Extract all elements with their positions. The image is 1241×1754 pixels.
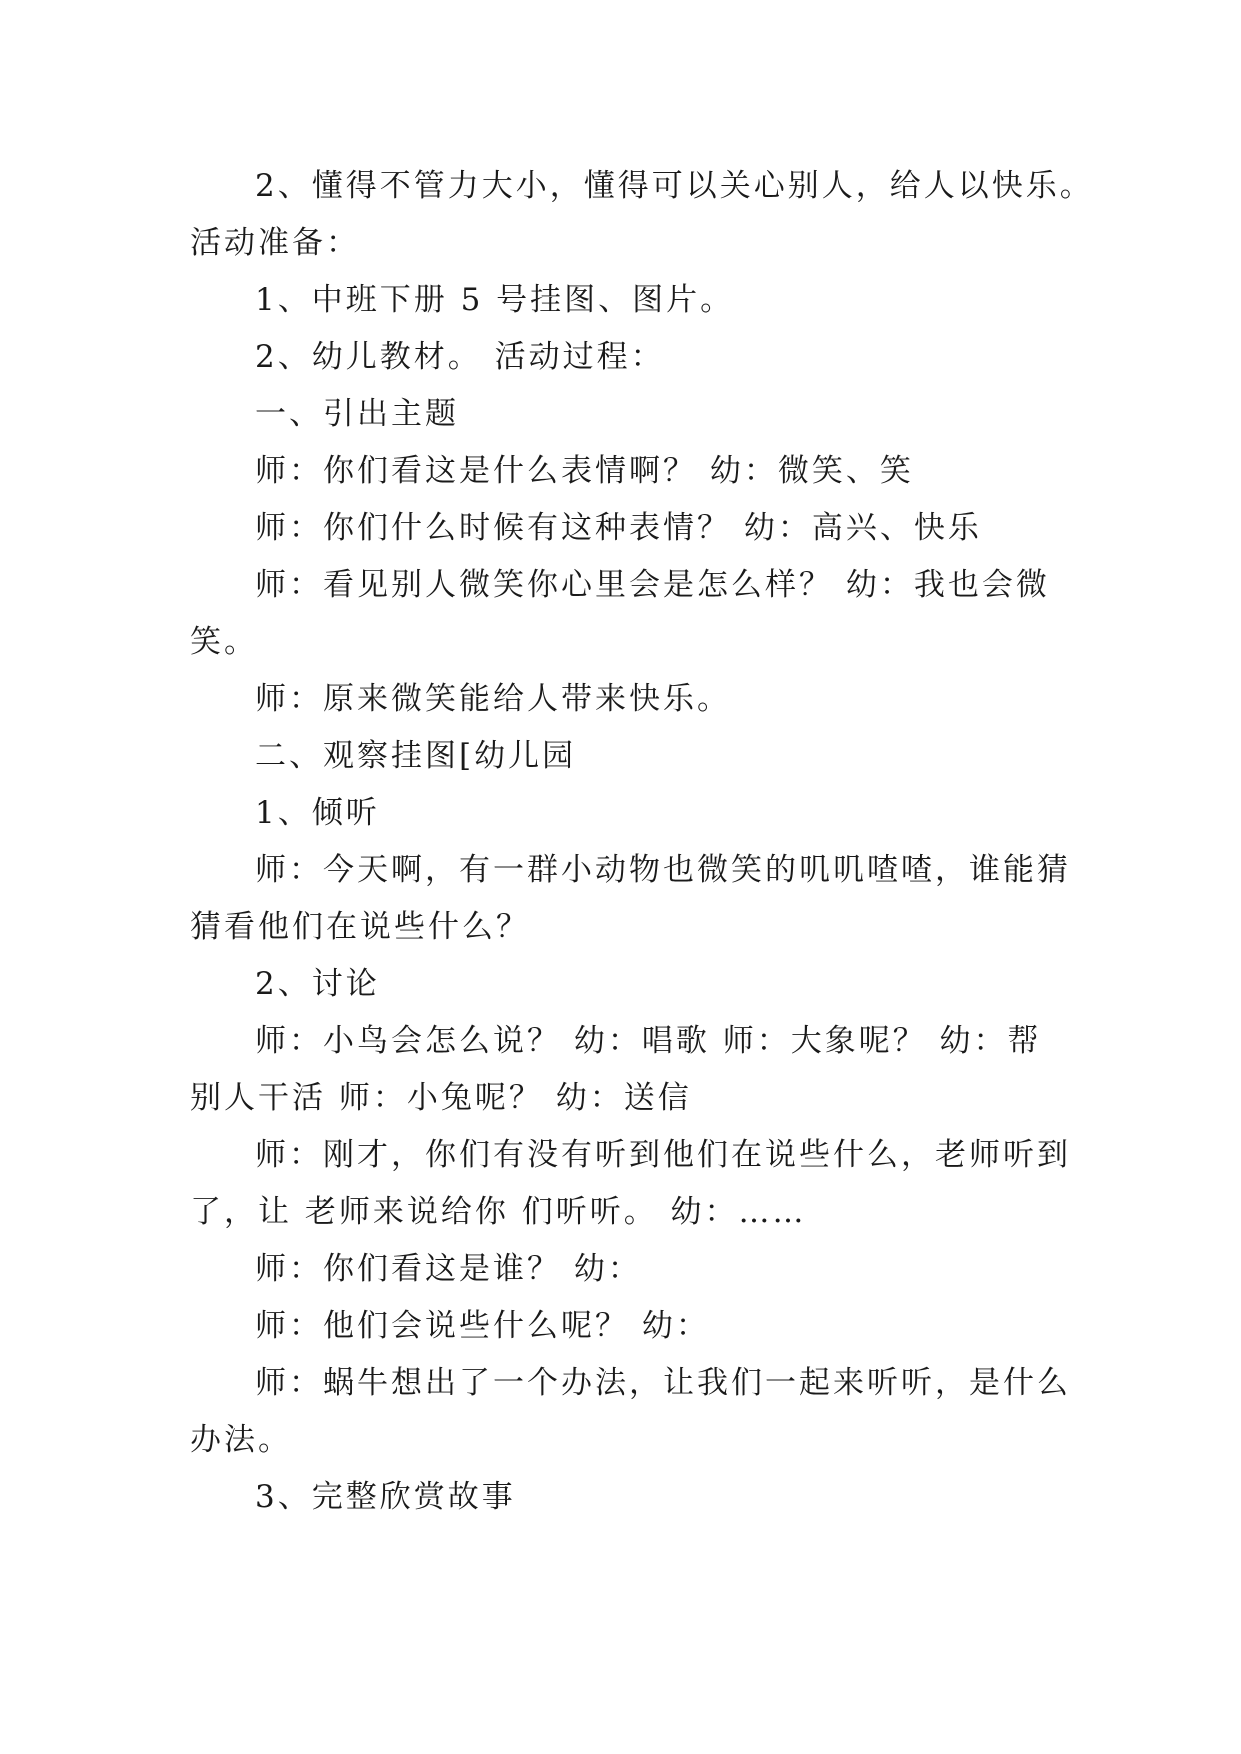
dialogue-line: 师：刚才，你们有没有听到他们在说些什么，老师听到 bbox=[255, 1137, 1071, 1173]
subsection-heading: 1、倾听 bbox=[255, 795, 380, 831]
dialogue-line: 师：你们看这是什么表情啊？ 幼：微笑、笑 bbox=[255, 453, 914, 489]
dialogue-line-continuation: 笑。 bbox=[190, 624, 258, 660]
subsection-heading: 3、完整欣赏故事 bbox=[255, 1479, 516, 1515]
dialogue-line-continuation: 猜看他们在说些什么？ bbox=[190, 909, 530, 945]
text-line: 2、幼儿教材。 活动过程： bbox=[255, 339, 665, 375]
dialogue-line: 师：原来微笑能给人带来快乐。 bbox=[255, 681, 731, 717]
dialogue-line-continuation: 办法。 bbox=[190, 1422, 292, 1458]
dialogue-line-continuation: 别人干活 师：小兔呢？ 幼：送信 bbox=[190, 1080, 692, 1116]
text-line: 1、中班下册 5 号挂图、图片。 bbox=[255, 282, 735, 318]
subsection-heading: 2、讨论 bbox=[255, 966, 380, 1002]
dialogue-line: 师：小鸟会怎么说？ 幼：唱歌 师：大象呢？ 幼：帮 bbox=[255, 1023, 1042, 1059]
text-line: 2、懂得不管力大小，懂得可以关心别人，给人以快乐。 bbox=[255, 168, 1094, 204]
dialogue-line: 师：看见别人微笑你心里会是怎么样？ 幼：我也会微 bbox=[255, 567, 1050, 603]
dialogue-line: 师：他们会说些什么呢？ 幼： bbox=[255, 1308, 710, 1344]
dialogue-line: 师：蜗牛想出了一个办法，让我们一起来听听，是什么 bbox=[255, 1365, 1071, 1401]
section-heading: 二、观察挂图[幼儿园 bbox=[255, 738, 577, 774]
dialogue-line-continuation: 了，让 老师来说给你 们听听。 幼：…… bbox=[190, 1194, 807, 1230]
dialogue-line: 师：你们什么时候有这种表情？ 幼：高兴、快乐 bbox=[255, 510, 982, 546]
dialogue-line: 师：今天啊，有一群小动物也微笑的叽叽喳喳，谁能猜 bbox=[255, 852, 1071, 888]
section-heading: 活动准备： bbox=[190, 225, 360, 261]
section-heading: 一、引出主题 bbox=[255, 396, 459, 432]
dialogue-line: 师：你们看这是谁？ 幼： bbox=[255, 1251, 642, 1287]
